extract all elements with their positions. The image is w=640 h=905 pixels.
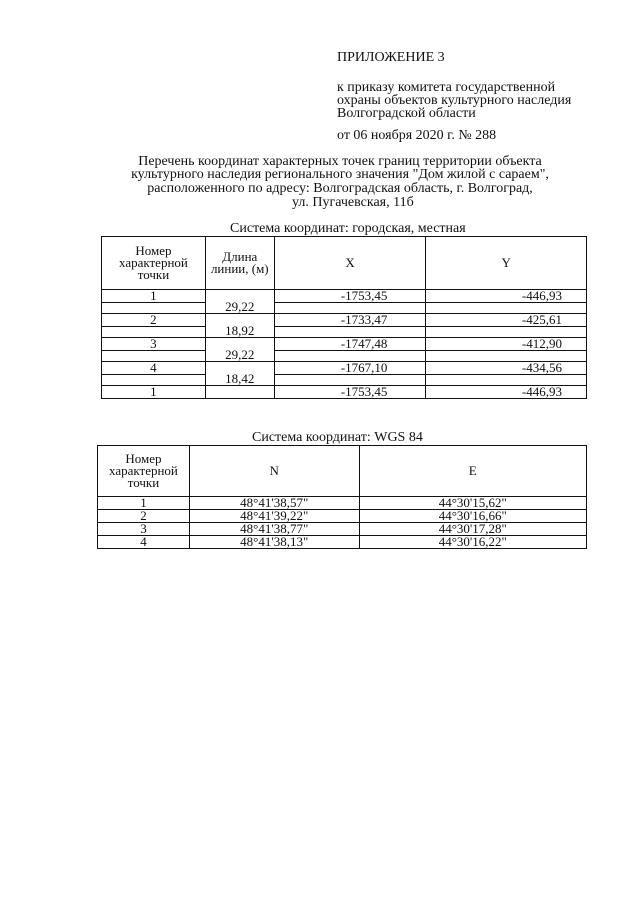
- n-value: 48°41'38,13": [189, 536, 359, 549]
- table-row: [98, 536, 587, 549]
- spacer-cell: [426, 327, 587, 338]
- table2-caption: Система координат: WGS 84: [252, 430, 423, 445]
- point-number: 2: [98, 510, 190, 523]
- table-row: [98, 510, 587, 523]
- appendix-number: ПРИЛОЖЕНИЕ 3: [337, 50, 445, 65]
- length-cell: [205, 362, 274, 386]
- e-value: 44°30'16,66": [359, 510, 586, 523]
- wgs84-coordinates-table: [97, 445, 587, 549]
- line-length: 18,92: [225, 323, 255, 338]
- document-title-line-2: культурного наследия регионального значения "Дом жилой с сараем",: [131, 167, 549, 182]
- header-n: N: [189, 446, 359, 497]
- point-number: 3: [102, 338, 206, 351]
- local-coordinates-table: [101, 236, 587, 399]
- n-value: 48°41'39,22": [189, 510, 359, 523]
- line-length: 18,42: [225, 371, 255, 386]
- empty-length-cell: [205, 386, 274, 399]
- y-value: -412,90: [426, 338, 587, 351]
- point-number: 3: [98, 523, 190, 536]
- document-title-line-3: расположенного по адресу: Волгоградская область, г. Волгоград,: [147, 181, 533, 196]
- e-value: 44°30'15,62": [359, 497, 586, 510]
- y-value: -446,93: [426, 386, 587, 399]
- line-length: 29,22: [225, 299, 255, 314]
- x-value: -1733,47: [274, 314, 426, 327]
- n-value: 48°41'38,77": [189, 523, 359, 536]
- spacer-cell: [426, 351, 587, 362]
- spacer-cell: [426, 303, 587, 314]
- document-title-line-4: ул. Пугачевская, 11б: [292, 195, 414, 210]
- point-number: 1: [102, 290, 206, 303]
- order-date: от 06 ноября 2020 г. № 288: [337, 128, 497, 143]
- point-number: 4: [102, 362, 206, 375]
- order-line-1: к приказу комитета государственной: [337, 80, 556, 95]
- table-row: [98, 523, 587, 536]
- y-value: -434,56: [426, 362, 587, 375]
- header-x: X: [274, 237, 426, 290]
- table-row: [98, 497, 587, 510]
- table-row: [102, 386, 587, 399]
- point-number: 1: [98, 497, 190, 510]
- header-y: Y: [426, 237, 587, 290]
- table-row: [102, 362, 587, 375]
- table-row: [102, 290, 587, 303]
- spacer-cell: [426, 375, 587, 386]
- x-value: -1767,10: [274, 362, 426, 375]
- x-value: -1747,48: [274, 338, 426, 351]
- table-row: [102, 314, 587, 327]
- point-number: 2: [102, 314, 206, 327]
- table1-caption: Система координат: городская, местная: [230, 221, 466, 236]
- y-value: -425,61: [426, 314, 587, 327]
- length-cell: [205, 338, 274, 362]
- header-point-number: Номер характерной точки: [98, 446, 190, 497]
- header-point-number: Номер характерной точки: [102, 237, 206, 290]
- table-row: [102, 338, 587, 351]
- x-value: -1753,45: [274, 386, 426, 399]
- document-title-line-1: Перечень координат характерных точек границ территории объекта: [138, 154, 542, 169]
- x-value: -1753,45: [274, 290, 426, 303]
- n-value: 48°41'38,57": [189, 497, 359, 510]
- header-e: E: [359, 446, 586, 497]
- point-number: 4: [98, 536, 190, 549]
- order-line-3: Волгоградской области: [337, 106, 476, 121]
- order-line-2: охраны объектов культурного наследия: [337, 93, 572, 108]
- length-cell: [205, 290, 274, 314]
- line-length: 29,22: [225, 347, 255, 362]
- y-value: -446,93: [426, 290, 587, 303]
- length-cell: [205, 314, 274, 338]
- point-number: 1: [102, 386, 206, 399]
- e-value: 44°30'16,22": [359, 536, 586, 549]
- header-line-length: Длина линии, (м): [205, 237, 274, 290]
- e-value: 44°30'17,28": [359, 523, 586, 536]
